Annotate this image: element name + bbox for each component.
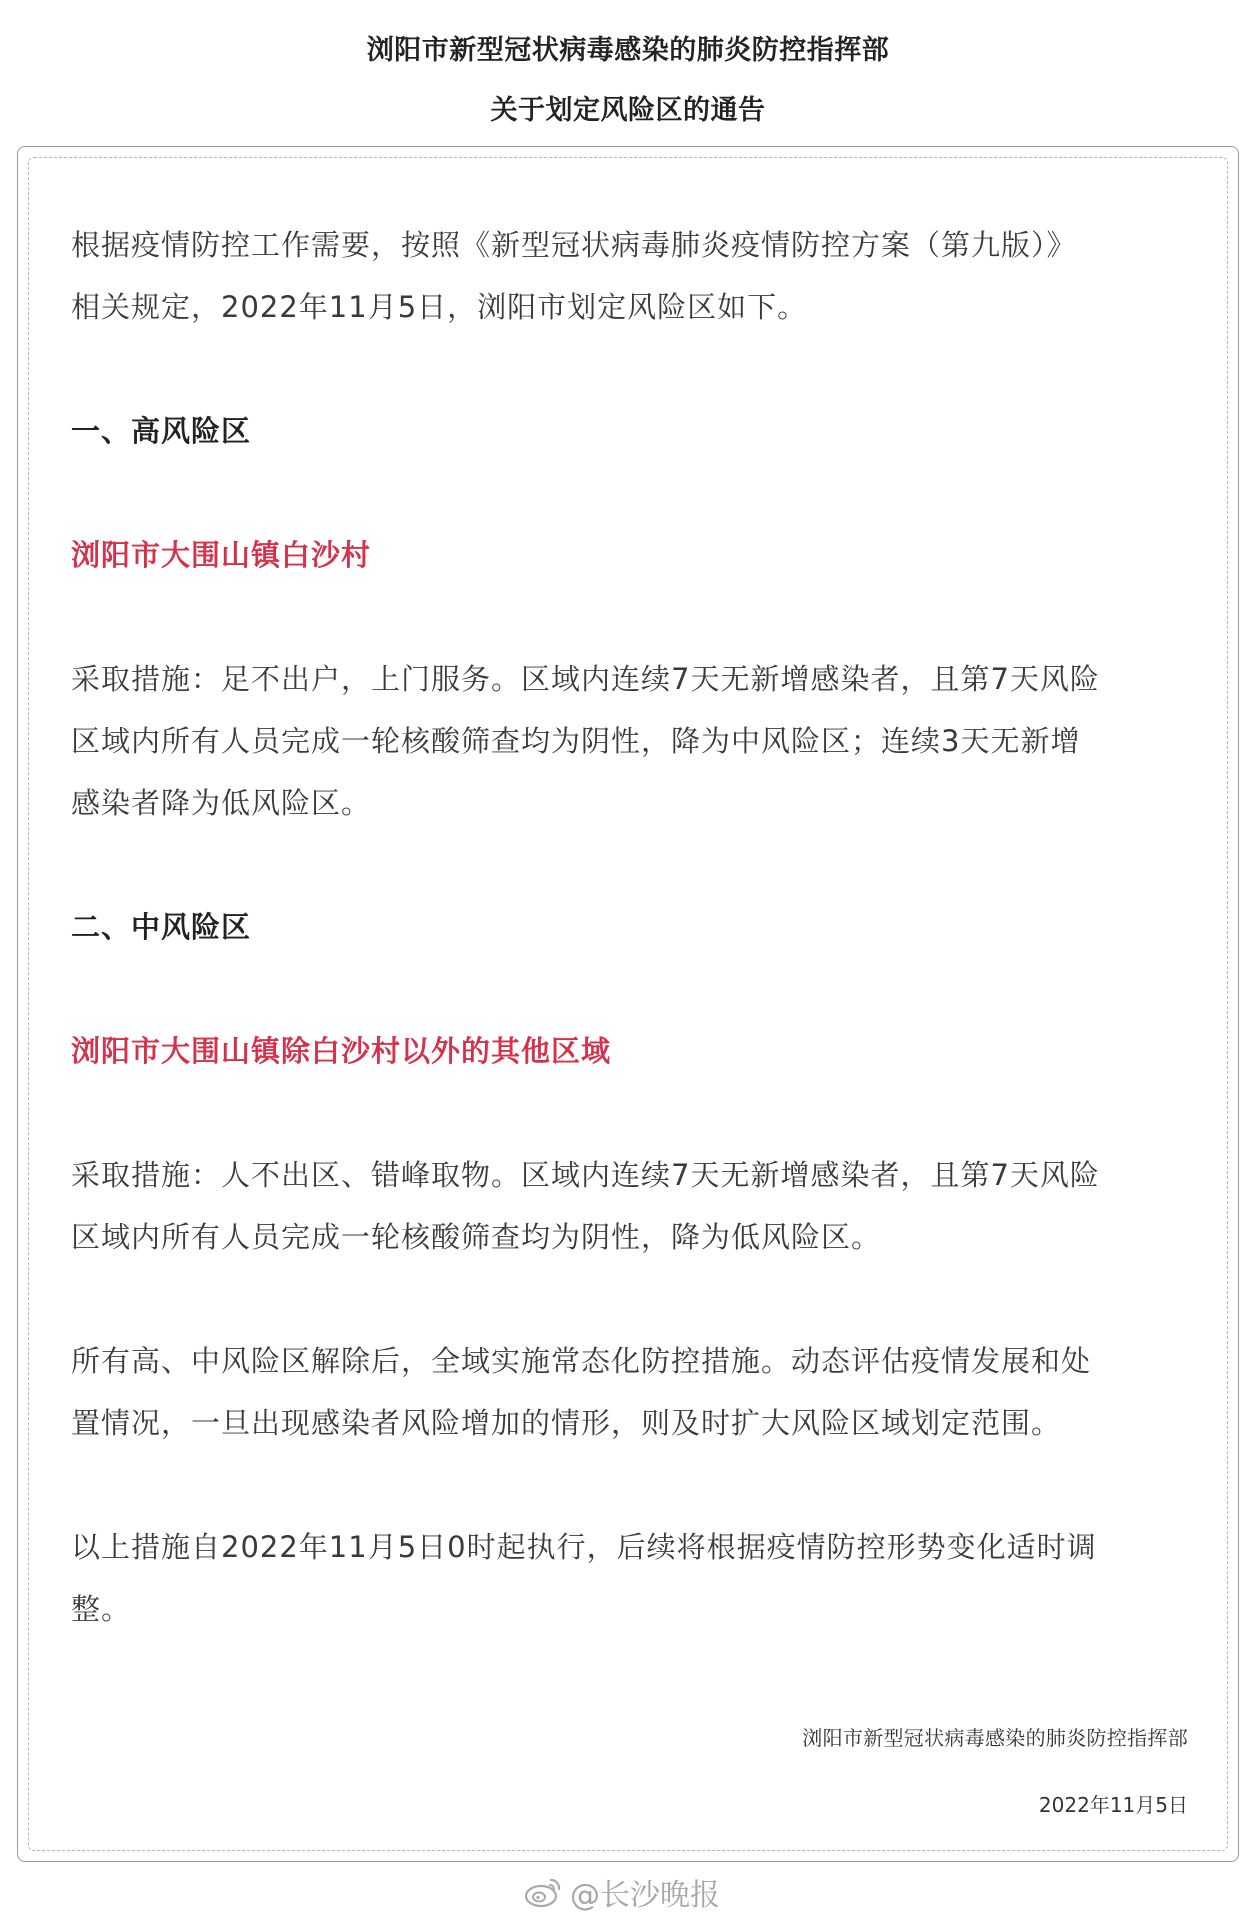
execution-line-2: 整。 <box>71 1592 132 1626</box>
intro-line-2: 相关规定，2022年11月5日，浏阳市划定风险区如下。 <box>71 290 808 324</box>
mid-risk-measure-line-2: 区域内所有人员完成一轮核酸筛查均为阴性，降为低风险区。 <box>71 1220 882 1254</box>
mid-risk-area: 浏阳市大围山镇除白沙村以外的其他区域 <box>71 1034 612 1068</box>
intro-line-1: 根据疫情防控工作需要，按照《新型冠状病毒肺炎疫情防控方案（第九版）》 <box>71 228 1077 262</box>
after-lift-line-2: 置情况，一旦出现感染者风险增加的情形，则及时扩大风险区域划定范围。 <box>71 1406 1062 1440</box>
execution-line-1: 以上措施自2022年11月5日0时起执行，后续将根据疫情防控形势变化适时调 <box>71 1530 1097 1564</box>
watermark-text: @长沙晚报 <box>570 1878 720 1913</box>
high-risk-heading: 一、高风险区 <box>71 414 252 448</box>
notice-title: 关于划定风险区的通告 <box>490 95 766 126</box>
mid-risk-heading: 二、中风险区 <box>71 910 252 944</box>
mid-risk-measure-line-1: 采取措施：人不出区、错峰取物。区域内连续7天无新增感染者，且第7天风险 <box>71 1158 1100 1192</box>
high-risk-measure-line-3: 感染者降为低风险区。 <box>71 786 372 820</box>
weibo-icon <box>524 1875 564 1909</box>
after-lift-line-1: 所有高、中风险区解除后，全域实施常态化防控措施。动态评估疫情发展和处 <box>71 1344 1092 1378</box>
high-risk-measure-line-2: 区域内所有人员完成一轮核酸筛查均为阴性，降为中风险区；连续3天无新增 <box>71 724 1081 758</box>
signature-date: 2022年11月5日 <box>1038 1793 1188 1817</box>
issuer-title: 浏阳市新型冠状病毒感染的肺炎防控指挥部 <box>366 35 890 66</box>
notice-body <box>71 214 1186 1640</box>
signature-organization: 浏阳市新型冠状病毒感染的肺炎防控指挥部 <box>802 1726 1188 1750</box>
high-risk-area: 浏阳市大围山镇白沙村 <box>71 538 372 572</box>
high-risk-measure-line-1: 采取措施：足不出户，上门服务。区域内连续7天无新增感染者，且第7天风险 <box>71 662 1100 696</box>
watermark <box>524 1872 720 1912</box>
